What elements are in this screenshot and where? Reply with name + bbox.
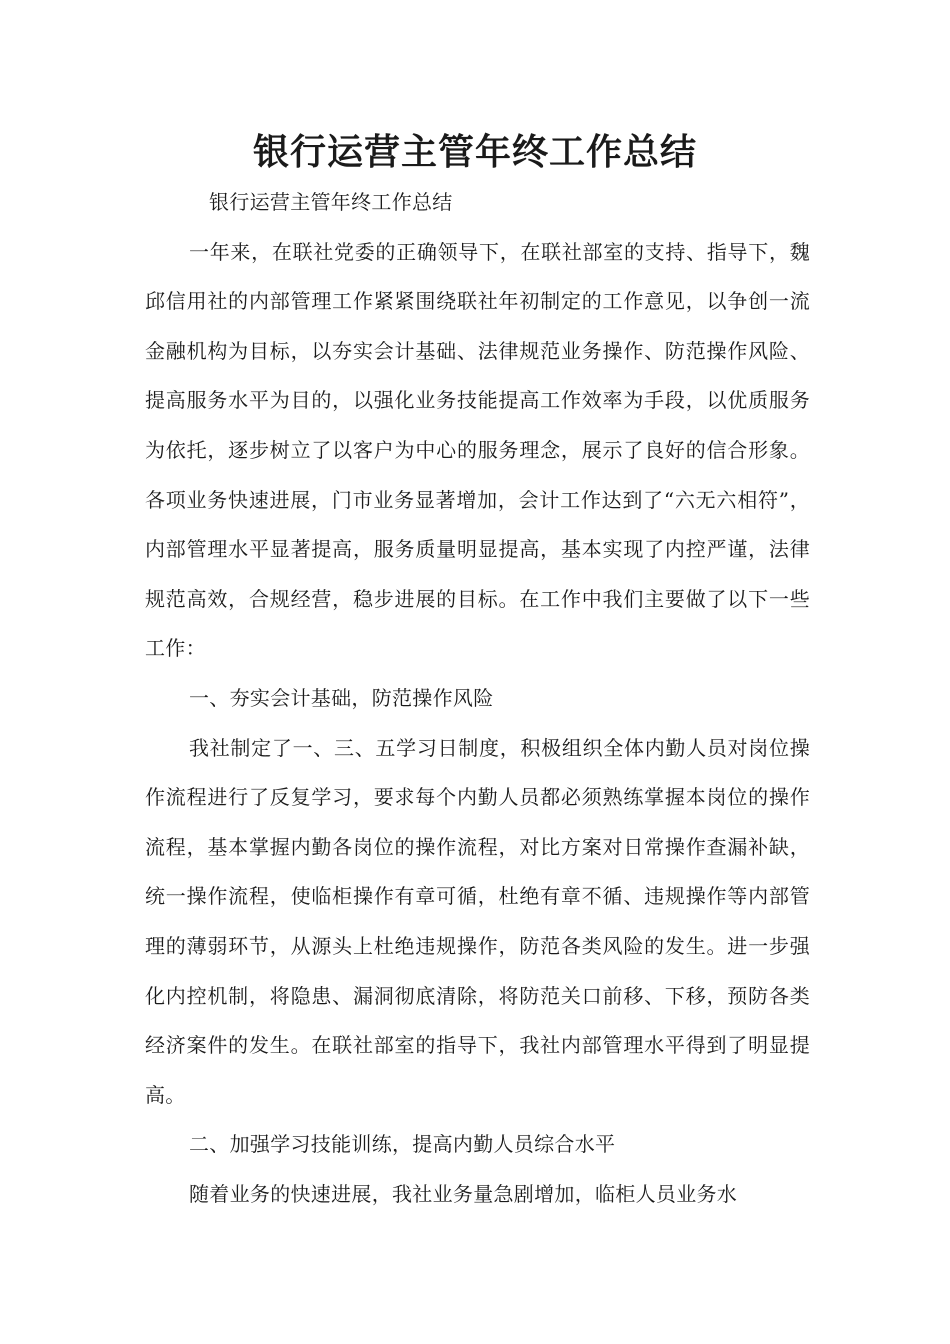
section-heading-2: 二、加强学习技能训练，提高内勤人员综合水平 — [189, 1132, 616, 1157]
paragraph-section-2: 随着业务的快速进展，我社业务量急剧增加，临柜人员业务水 — [189, 1181, 738, 1206]
section-heading-1: 一、夯实会计基础，防范操作风险 — [189, 685, 494, 710]
document-body — [145, 178, 810, 1219]
document-subtitle: 银行运营主管年终工作总结 — [209, 190, 453, 214]
paragraph-section-1: 我社制定了一、三、五学习日制度，积极组织全体内勤人员对岗位操作流程进行了反复学习，要求每个内勤人员都必须熟练掌握本岗位的操作流程，基本掌握内勤各岗位的操作流程，对比方案对日常操作查漏补缺，统一操作流程，使临柜操作有章可循，杜绝有章不循、违规操作等内部管理的薄弱环节，从源头上杜绝违规操作，防范各类风险的发生。进一步强化内控机制，将隐患、漏洞彻底清除，将防范关口前移、下移，预防各类经济案件的发生。在联社部室的指导下，我社内部管理水平得到了明显提高。 — [145, 735, 810, 1107]
paragraph-intro: 一年来，在联社党委的正确领导下，在联社部室的支持、指导下，魏邱信用社的内部管理工作紧紧围绕联社年初制定的工作意见，以争创一流金融机构为目标，以夯实会计基础、法律规范业务操作、防范操作风险、提高服务水平为目的，以强化业务技能提高工作效率为手段，以优质服务为依托，逐步树立了以客户为中心的服务理念，展示了良好的信合形象。各项业务快速进展，门市业务显著增加，会计工作达到了“六无六相符”，内部管理水平显著提高，服务质量明显提高，基本实现了内控严谨，法律规范高效，合规经营，稳步进展的目标。在工作中我们主要做了以下一些工作： — [145, 239, 810, 661]
document-title: 银行运营主管年终工作总结 — [252, 131, 697, 173]
